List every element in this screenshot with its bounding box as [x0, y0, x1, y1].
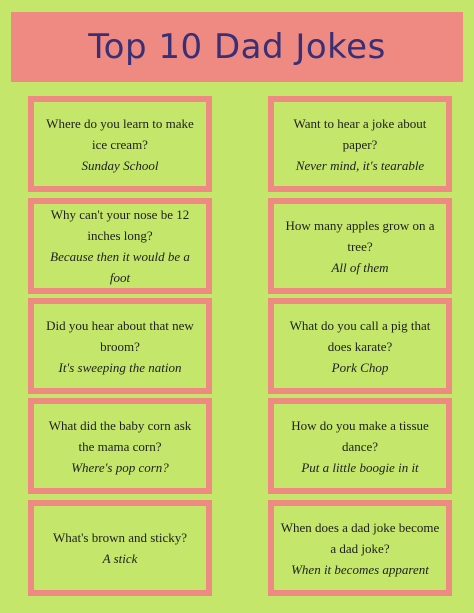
- joke-answer: A stick: [102, 551, 138, 566]
- joke-question: What did the baby corn ask the mama corn?: [48, 417, 192, 454]
- joke-answer: When it becomes apparent: [291, 561, 429, 577]
- joke-question: What do you call a pig that does karate?: [289, 317, 431, 354]
- joke-answer: It's sweeping the nation: [58, 359, 182, 375]
- joke-answer: All of them: [331, 259, 389, 275]
- joke-card-1: [28, 96, 212, 192]
- joke-question: What's brown and sticky?: [52, 530, 188, 545]
- joke-card-9: [28, 500, 212, 596]
- joke-card-8: [268, 398, 452, 494]
- joke-card-7: [28, 398, 212, 494]
- joke-card-3: [28, 198, 212, 294]
- title-banner: [11, 12, 463, 82]
- joke-answer: Sunday School: [81, 157, 159, 173]
- joke-card-2: [268, 96, 452, 192]
- joke-answer: Pork Chop: [331, 359, 389, 375]
- page-title: Top 10 Dad Jokes: [88, 27, 386, 67]
- joke-answer: Where's pop corn?: [71, 459, 169, 475]
- joke-question: Where do you learn to make ice cream?: [46, 115, 194, 152]
- joke-answer: Put a little boogie in it: [301, 459, 419, 475]
- joke-question: When does a dad joke become a dad joke?: [280, 519, 440, 556]
- joke-card-6: [268, 298, 452, 394]
- joke-card-5: [28, 298, 212, 394]
- joke-answer: Never mind, it's tearable: [295, 157, 425, 173]
- joke-question: How many apples grow on a tree?: [285, 217, 435, 254]
- joke-question: Why can't your nose be 12 inches long?: [50, 207, 190, 243]
- joke-answer: Because then it would be a foot: [50, 249, 190, 285]
- joke-question: Want to hear a joke about paper?: [293, 115, 427, 152]
- joke-card-10: [268, 500, 452, 596]
- joke-question: Did you hear about that new broom?: [46, 317, 194, 354]
- joke-question: How do you make a tissue dance?: [291, 417, 429, 454]
- joke-card-4: [268, 198, 452, 294]
